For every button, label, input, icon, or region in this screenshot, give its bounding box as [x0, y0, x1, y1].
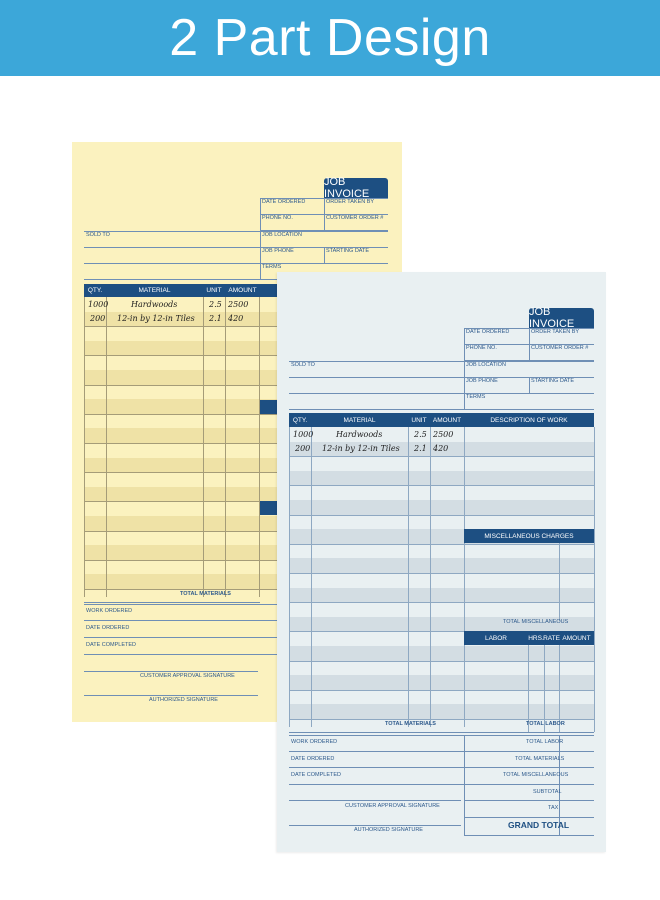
sold-to-label: SOLD TO — [291, 362, 315, 368]
job-phone-label: JOB PHONE — [262, 248, 294, 254]
item-2-material: 12-in by 12-in Tiles — [322, 444, 400, 453]
item-1-amount: 2500 — [433, 430, 454, 439]
banner — [0, 0, 660, 76]
date-ordered-2-label: DATE ORDERED — [86, 625, 130, 631]
date-ordered-2-label: DATE ORDERED — [291, 756, 335, 762]
phone-no-label: PHONE NO. — [262, 215, 293, 221]
summary-subtotal: SUBTOTAL — [533, 789, 562, 795]
customer-signature-label: CUSTOMER APPROVAL SIGNATURE — [345, 803, 440, 809]
labor-amount-header: AMOUNT — [562, 634, 591, 642]
invoice-title: JOB INVOICE — [324, 178, 388, 198]
labor-header: LABOR — [484, 634, 508, 642]
phone-no-label: PHONE NO. — [466, 345, 497, 351]
sold-to-label: SOLD TO — [86, 232, 110, 238]
item-1-amount: 2500 — [228, 300, 249, 309]
summary-total-misc: TOTAL MISCELLANEOUS — [503, 772, 569, 778]
summary-total-materials: TOTAL MATERIALS — [515, 756, 565, 762]
starting-date-label: STARTING DATE — [531, 378, 575, 384]
item-1-unit: 2.5 — [414, 430, 427, 439]
grand-total-label: GRAND TOTAL — [508, 820, 570, 830]
customer-signature-label: CUSTOMER APPROVAL SIGNATURE — [140, 673, 235, 679]
material-header: MATERIAL — [138, 287, 171, 294]
qty-header: QTY. — [292, 416, 308, 424]
material-header: MATERIAL — [343, 416, 376, 424]
total-misc-label: TOTAL MISCELLANEOUS — [503, 619, 569, 625]
order-taken-by-label: ORDER TAKEN BY — [531, 329, 580, 335]
item-2-unit: 2.1 — [209, 314, 222, 323]
item-2-amount: 420 — [228, 314, 244, 323]
summary-tax: TAX — [548, 805, 559, 811]
work-ordered-label: WORK ORDERED — [86, 608, 133, 614]
customer-order-label: CUSTOMER ORDER # — [531, 345, 589, 351]
item-2-amount: 420 — [433, 444, 449, 453]
order-taken-by-label: ORDER TAKEN BY — [326, 199, 375, 205]
date-completed-label: DATE COMPLETED — [86, 642, 137, 648]
unit-header: UNIT — [206, 287, 222, 294]
job-location-label: JOB LOCATION — [262, 232, 302, 238]
invoice-title: JOB INVOICE — [529, 308, 594, 328]
unit-header: UNIT — [411, 416, 427, 424]
qty-header: QTY. — [87, 287, 103, 294]
date-ordered-label: DATE ORDERED — [262, 199, 306, 205]
banner-title: 2 Part Design — [169, 9, 491, 67]
item-1-material: Hardwoods — [131, 300, 178, 309]
date-ordered-label: DATE ORDERED — [466, 329, 510, 335]
authorized-signature-label: AUTHORIZED SIGNATURE — [149, 697, 218, 703]
job-phone-label: JOB PHONE — [466, 378, 498, 384]
item-2-material: 12-in by 12-in Tiles — [117, 314, 195, 323]
rate-header: RATE — [543, 634, 560, 642]
total-materials-label: TOTAL MATERIALS — [385, 721, 436, 727]
date-completed-label: DATE COMPLETED — [291, 772, 342, 778]
work-ordered-label: WORK ORDERED — [291, 739, 338, 745]
description-header: DESCRIPTION OF WORK — [490, 416, 568, 424]
starting-date-label: STARTING DATE — [326, 248, 370, 254]
authorized-signature-label: AUTHORIZED SIGNATURE — [354, 827, 423, 833]
amount-header: AMOUNT — [228, 287, 257, 294]
terms-label: TERMS — [466, 394, 486, 400]
customer-order-label: CUSTOMER ORDER # — [326, 215, 384, 221]
item-2-qty: 200 — [90, 314, 106, 323]
item-2-qty: 200 — [295, 444, 311, 453]
summary-total-labor: TOTAL LABOR — [526, 739, 564, 745]
item-1-unit: 2.5 — [209, 300, 222, 309]
amount-header: AMOUNT — [432, 416, 462, 424]
item-1-qty: 1000 — [293, 430, 314, 439]
item-1-material: Hardwoods — [336, 430, 383, 439]
item-1-qty: 1000 — [88, 300, 109, 309]
item-2-unit: 2.1 — [414, 444, 427, 453]
terms-label: TERMS — [262, 264, 282, 270]
misc-charges-header: MISCELLANEOUS CHARGES — [484, 532, 574, 540]
white-invoice-copy — [277, 272, 606, 852]
total-labor-label: TOTAL LABOR — [526, 721, 565, 727]
hrs-header: HRS. — [528, 634, 544, 642]
total-materials-label: TOTAL MATERIALS — [180, 591, 231, 597]
job-location-label: JOB LOCATION — [466, 362, 506, 368]
